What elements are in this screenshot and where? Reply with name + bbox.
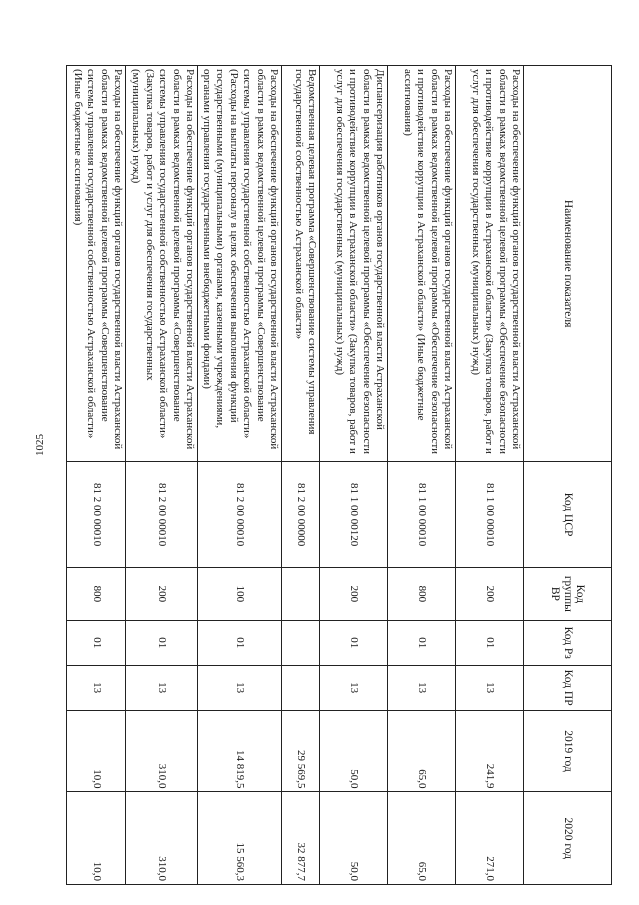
row-rz: 01 bbox=[388, 620, 456, 665]
table-row bbox=[388, 66, 456, 885]
row-name: Ведомственная целевая программа «Совершенствование системы управления государственной собственностью Астраханской области» bbox=[282, 66, 320, 462]
row-name: Расходы на обеспечение функций органов государственной власти Астраханской области в рамках ведомственной целевой программы «Совершенствование системы управления государственной собственностью Астраханской области» (Расходы на выплаты персоналу в целях обеспечения выполнения функций государственными (муниципальными) органами, казенными учреждениями, органами управления государственными внебюджетными фондами) bbox=[198, 66, 282, 462]
row-csr: 81 2 00 00000 bbox=[282, 462, 320, 568]
row-pr bbox=[282, 665, 320, 710]
row-2020: 15 560,3 bbox=[198, 792, 282, 885]
row-pr: 13 bbox=[388, 665, 456, 710]
table-row bbox=[320, 66, 388, 885]
table-body bbox=[67, 66, 524, 885]
header-2019: 2019 год bbox=[524, 710, 612, 792]
row-pr: 13 bbox=[320, 665, 388, 710]
row-csr: 81 1 00 00010 bbox=[456, 462, 524, 568]
table-row bbox=[282, 66, 320, 885]
row-pr: 13 bbox=[198, 665, 282, 710]
header-csr: Код ЦСР bbox=[524, 462, 612, 568]
table-row bbox=[456, 66, 524, 885]
row-pr: 13 bbox=[456, 665, 524, 710]
row-csr: 81 2 00 00010 bbox=[198, 462, 282, 568]
row-vr: 200 bbox=[456, 567, 524, 620]
row-2019: 10,0 bbox=[67, 710, 126, 792]
row-name: Расходы на обеспечение функций органов государственной власти Астраханской области в рамках ведомственной целевой программы «Обеспечение безопасности и противодействие коррупции в Астраханской области» (Иные бюджетные ассигнования) bbox=[388, 66, 456, 462]
row-vr: 100 bbox=[198, 567, 282, 620]
table-row bbox=[67, 66, 126, 885]
row-rz: 01 bbox=[67, 620, 126, 665]
table-row bbox=[198, 66, 282, 885]
row-2020: 65,0 bbox=[388, 792, 456, 885]
row-2019: 14 819,5 bbox=[198, 710, 282, 792]
row-name: Расходы на обеспечение функций органов государственной власти Астраханской области в рамках ведомственной целевой программы «Обеспечение безопасности и противодействие коррупции в Астраханской области» (Закупка товаров, работ и услуг для обеспечения государственных (муниципальных) нужд) bbox=[456, 66, 524, 462]
row-name: Расходы на обеспечение функций органов государственной власти Астраханской области в рамках ведомственной целевой программы «Совершенствование системы управления государственной собственностью Астраханской области» (Иные бюджетные ассигнования) bbox=[67, 66, 126, 462]
row-vr: 200 bbox=[126, 567, 198, 620]
rotated-table-container bbox=[67, 65, 612, 885]
header-name: Наименование показателя bbox=[524, 66, 612, 462]
row-csr: 81 2 00 00010 bbox=[126, 462, 198, 568]
row-2020: 10,0 bbox=[67, 792, 126, 885]
table-header bbox=[524, 66, 612, 885]
row-name: Диспансеризация работников органов государственной власти Астраханской области в рамках ведомственной целевой программы «Обеспечение безопасности и противодействие коррупции в Астраханской области» (Закупка товаров, работ и услуг для обеспечения государственных (муниципальных) нужд) bbox=[320, 66, 388, 462]
row-2019: 29 569,5 bbox=[282, 710, 320, 792]
row-2019: 310,0 bbox=[126, 710, 198, 792]
row-2020: 32 877,7 bbox=[282, 792, 320, 885]
row-rz: 01 bbox=[126, 620, 198, 665]
row-vr: 800 bbox=[67, 567, 126, 620]
table-row bbox=[126, 66, 198, 885]
row-csr: 81 2 00 00010 bbox=[67, 462, 126, 568]
row-pr: 13 bbox=[67, 665, 126, 710]
row-csr: 81 1 00 00010 bbox=[388, 462, 456, 568]
row-2019: 65,0 bbox=[388, 710, 456, 792]
row-2019: 50,0 bbox=[320, 710, 388, 792]
row-rz bbox=[282, 620, 320, 665]
header-pr: Код ПР bbox=[524, 665, 612, 710]
budget-table bbox=[66, 65, 612, 885]
row-name: Расходы на обеспечение функций органов государственной власти Астраханской области в рамках ведомственной целевой программы «Совершенствование системы управления государственной собственностью Астраханской области» (Закупка товаров, работ и услуг для обеспечения государственных (муниципальных) нужд) bbox=[126, 66, 198, 462]
row-vr: 800 bbox=[388, 567, 456, 620]
header-vr: Код группы ВР bbox=[524, 567, 612, 620]
row-rz: 01 bbox=[456, 620, 524, 665]
row-csr: 81 1 00 00120 bbox=[320, 462, 388, 568]
row-rz: 01 bbox=[198, 620, 282, 665]
row-pr: 13 bbox=[126, 665, 198, 710]
row-2020: 50,0 bbox=[320, 792, 388, 885]
row-2020: 310,0 bbox=[126, 792, 198, 885]
row-vr bbox=[282, 567, 320, 620]
row-rz: 01 bbox=[320, 620, 388, 665]
row-2019: 241,9 bbox=[456, 710, 524, 792]
row-vr: 200 bbox=[320, 567, 388, 620]
header-2020: 2020 год bbox=[524, 792, 612, 885]
page-number: 1025 bbox=[34, 434, 46, 456]
header-rz: Код Рз bbox=[524, 620, 612, 665]
row-2020: 271,0 bbox=[456, 792, 524, 885]
